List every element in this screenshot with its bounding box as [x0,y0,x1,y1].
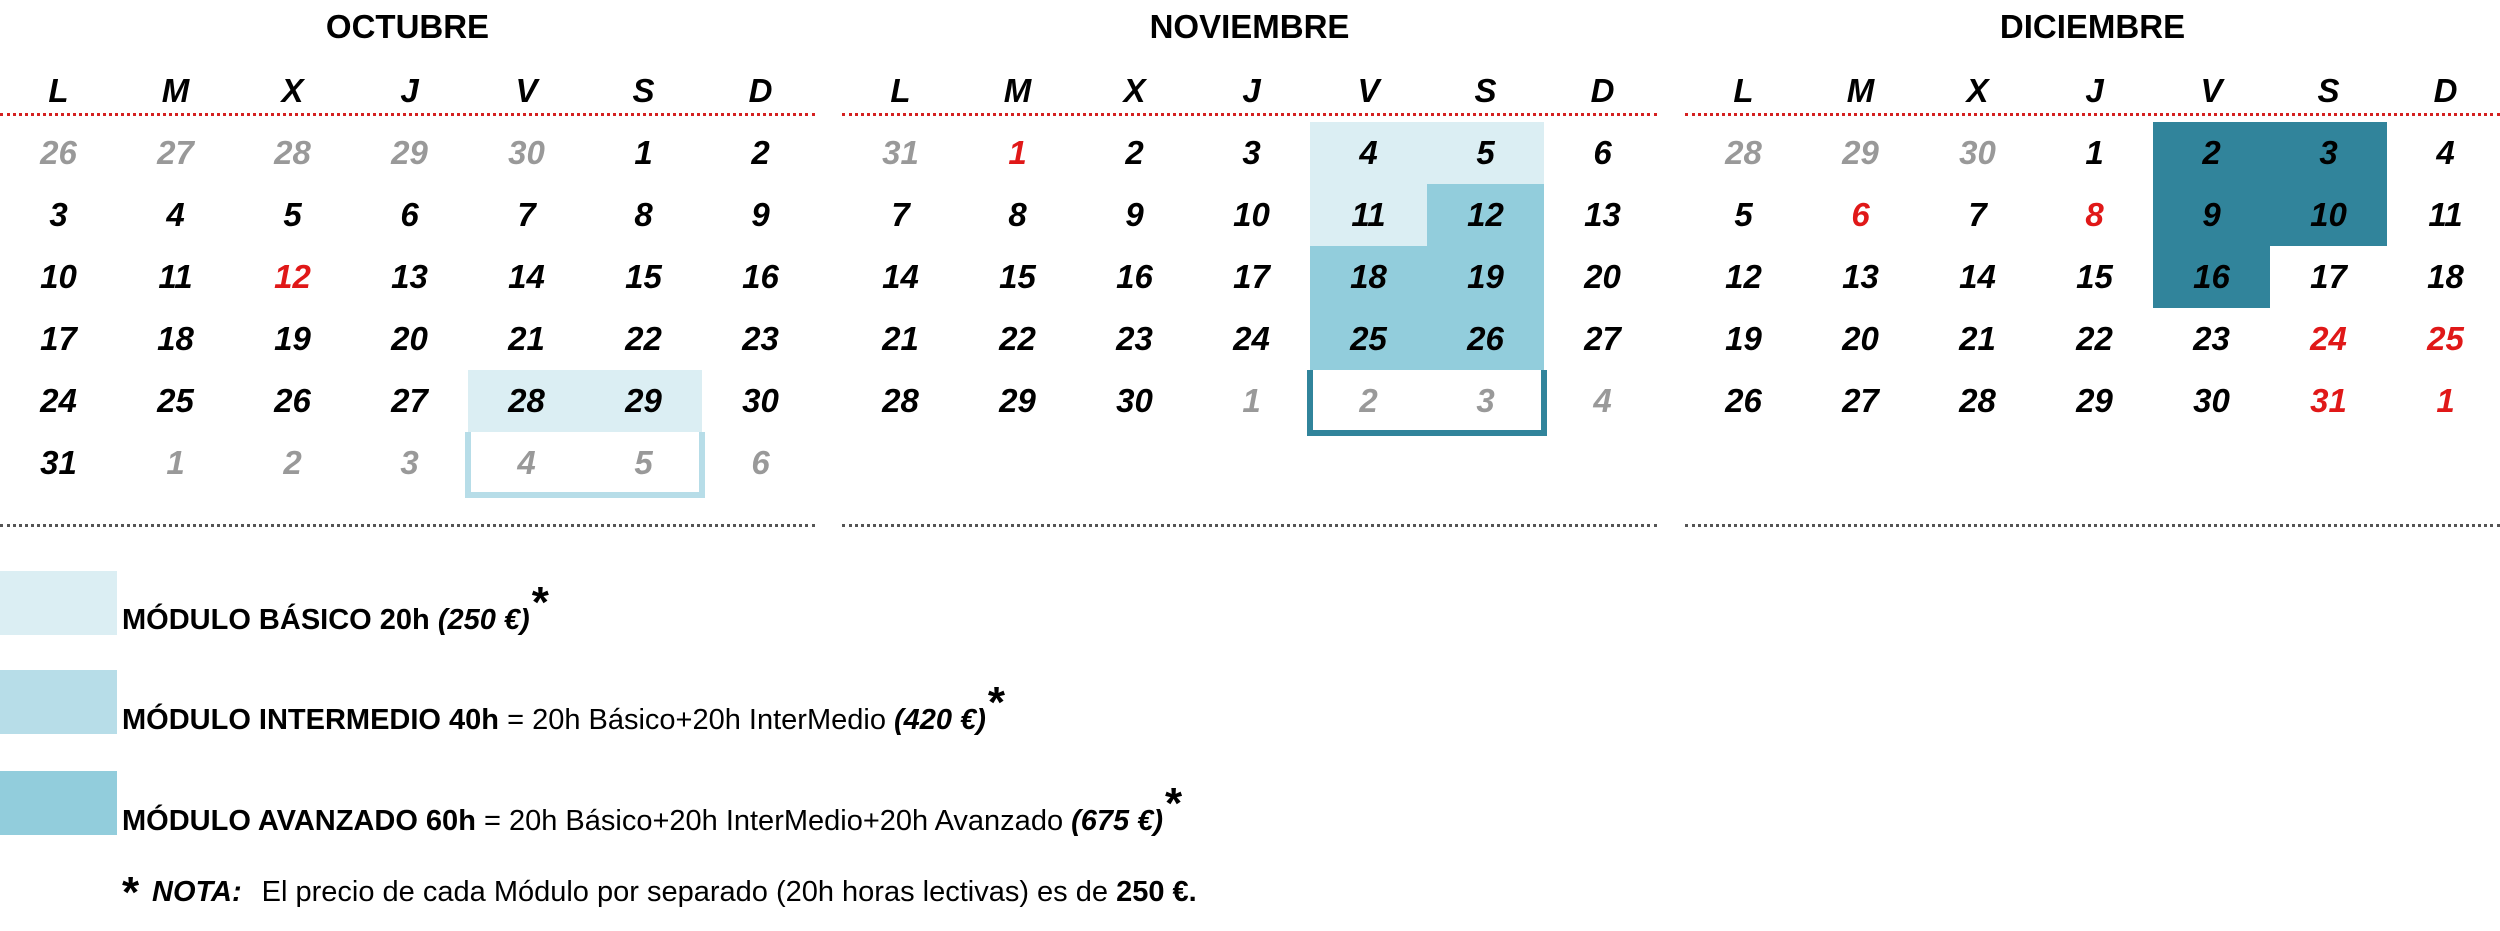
day-number: 1 [2085,134,2104,171]
day-number: 21 [1959,320,1996,357]
day-cell [2036,122,2153,184]
day-cell [1544,370,1661,432]
day-cell [2153,122,2270,184]
day-number: 1 [166,444,185,481]
day-cell [351,432,468,494]
day-number: 28 [882,382,919,419]
day-cell [234,184,351,246]
day-cell [702,122,819,184]
day-cell [2387,246,2500,308]
day-number: 25 [2427,320,2464,357]
day-cell [1919,370,2036,432]
day-number: 23 [742,320,779,357]
day-number: 6 [1593,134,1612,171]
day-number: 3 [1242,134,1261,171]
price-note [122,868,1197,917]
day-number: 4 [517,444,536,481]
day-number: 9 [1125,196,1144,233]
day-cell [1685,370,1802,432]
day-cell [1685,308,1802,370]
day-number: 12 [274,258,311,295]
day-number: 20 [1584,258,1621,295]
day-cell [117,184,234,246]
day-cell [585,122,702,184]
day-cell [2153,184,2270,246]
day-cell [702,308,819,370]
day-cell [2153,308,2270,370]
day-cell [1544,308,1661,370]
day-number: 1 [634,134,653,171]
day-cell [0,184,117,246]
day-number: 7 [517,196,536,233]
weekday-header: V [1357,72,1380,109]
legend-basico [122,578,549,640]
day-cell [351,122,468,184]
day-number: 18 [1350,258,1387,295]
day-number: 24 [2310,320,2347,357]
day-cell [959,184,1076,246]
day-number: 8 [634,196,653,233]
weekday-header: D [1590,72,1615,109]
day-cell [2270,246,2387,308]
weekday-header: S [632,72,655,109]
day-number: 11 [2428,196,2463,233]
day-number: 24 [40,382,77,419]
day-number: 29 [391,134,428,171]
day-number: 6 [751,444,770,481]
day-cell [702,432,819,494]
day-cell [0,308,117,370]
weekday-header: M [161,72,190,109]
day-number: 13 [1842,258,1879,295]
day-cell [117,246,234,308]
day-cell [2387,184,2500,246]
day-cell [702,246,819,308]
month-title: DICIEMBRE [1999,8,2186,45]
day-cell [351,370,468,432]
weekday-header: M [1846,72,1875,109]
day-cell [1802,122,1919,184]
day-cell [234,246,351,308]
day-cell [351,308,468,370]
day-number: 8 [2085,196,2104,233]
day-number: 27 [1584,320,1621,357]
day-number: 28 [1725,134,1762,171]
day-cell [468,246,585,308]
day-cell [0,370,117,432]
day-cell [1427,184,1544,246]
header-divider [0,113,815,116]
day-number: 12 [1467,196,1504,233]
day-number: 26 [40,134,77,171]
weekday-header: D [2433,72,2458,109]
day-cell [1685,184,1802,246]
weekday-header: J [2085,72,2104,109]
weekday-header: X [281,72,304,109]
day-number: 27 [391,382,428,419]
legend-intermedio-detail: = 20h Básico+20h InterMedio [499,704,894,736]
day-cell [117,432,234,494]
day-cell [1802,308,1919,370]
day-cell [842,370,959,432]
day-cell [468,370,585,432]
day-cell [1685,122,1802,184]
weekday-header: M [1003,72,1032,109]
day-number: 2 [1125,134,1144,171]
legend-basico-price: (250 €) [437,604,530,636]
day-number: 28 [508,382,545,419]
day-cell [0,432,117,494]
day-number: 4 [166,196,185,233]
day-cell [234,370,351,432]
day-cell [1919,308,2036,370]
day-number: 30 [508,134,545,171]
day-cell [2387,370,2500,432]
day-cell [1919,122,2036,184]
legend-swatch-avanzado [0,771,117,835]
day-cell [585,184,702,246]
day-cell [234,432,351,494]
day-number: 4 [1359,134,1378,171]
day-number: 5 [283,196,302,233]
day-cell [1427,246,1544,308]
month-divider [1685,524,2500,527]
day-number: 22 [2076,320,2113,357]
day-cell [842,308,959,370]
weekday-header: S [2317,72,2340,109]
weekday-header: X [1966,72,1989,109]
weekday-header: L [1733,72,1754,109]
day-cell [1802,184,1919,246]
day-number: 5 [634,444,653,481]
month-title: OCTUBRE [325,8,490,45]
day-number: 29 [1842,134,1879,171]
header-divider [1685,113,2500,116]
day-cell [1193,370,1310,432]
day-number: 4 [2436,134,2455,171]
day-number: 15 [999,258,1036,295]
day-cell [1544,246,1661,308]
day-cell [2153,246,2270,308]
month-november [842,0,1657,531]
day-number: 13 [1584,196,1621,233]
legend-intermedio [122,678,1006,740]
day-cell [1076,308,1193,370]
day-cell [117,308,234,370]
day-cell [1802,370,1919,432]
day-number: 1 [1242,382,1261,419]
day-number: 18 [2427,258,2464,295]
day-cell [585,370,702,432]
day-number: 2 [751,134,770,171]
day-cell [2036,246,2153,308]
day-number: 3 [2319,134,2338,171]
day-number: 21 [882,320,919,357]
day-number: 2 [2202,134,2221,171]
day-cell [1076,246,1193,308]
legend-swatch-basico [0,571,117,635]
day-number: 20 [391,320,428,357]
day-cell [2387,308,2500,370]
day-number: 14 [1959,258,1996,295]
day-cell [2036,308,2153,370]
day-number: 28 [274,134,311,171]
day-cell [1193,308,1310,370]
day-cell [1427,308,1544,370]
day-cell [2270,184,2387,246]
day-number: 22 [999,320,1036,357]
day-number: 1 [1008,134,1027,171]
day-cell [1544,184,1661,246]
day-number: 6 [400,196,419,233]
legend-swatch-intermedio [0,670,117,734]
day-number: 26 [274,382,311,419]
day-cell [2270,122,2387,184]
weekday-header: L [890,72,911,109]
day-cell [468,122,585,184]
day-cell [351,184,468,246]
day-number: 31 [2310,382,2347,419]
note-label: NOTA: [152,876,242,908]
day-cell [1919,246,2036,308]
month-december [1685,0,2500,531]
day-cell [702,370,819,432]
day-number: 14 [882,258,919,295]
legend-intermedio-price: (420 €) [894,704,986,736]
note-text: El precio de cada Módulo por separado (20h horas lectivas) es de [261,876,1117,908]
weekday-header: X [1123,72,1146,109]
day-number: 5 [1476,134,1495,171]
day-cell [585,308,702,370]
day-number: 28 [1959,382,1996,419]
day-cell [1802,246,1919,308]
day-number: 10 [1233,196,1270,233]
day-number: 17 [1233,258,1270,295]
day-number: 18 [157,320,194,357]
day-cell [1310,246,1427,308]
day-cell [0,246,117,308]
legend-avanzado-name: MÓDULO AVANZADO 60h [122,805,476,837]
asterisk-mark: * [122,868,140,917]
asterisk-mark: * [1165,779,1183,828]
day-number: 20 [1842,320,1879,357]
day-cell [1193,184,1310,246]
day-number: 25 [157,382,194,419]
day-number: 31 [40,444,77,481]
day-cell [1310,122,1427,184]
weekday-header: L [48,72,69,109]
day-cell [1685,246,1802,308]
day-cell [2270,308,2387,370]
day-number: 7 [1968,196,1987,233]
day-number: 3 [400,444,419,481]
month-divider [0,524,815,527]
day-number: 21 [508,320,545,357]
day-cell [117,122,234,184]
weekday-header: S [1474,72,1497,109]
day-number: 12 [1725,258,1762,295]
day-cell [2036,184,2153,246]
day-number: 10 [2310,196,2347,233]
day-cell [1076,184,1193,246]
day-number: 29 [625,382,662,419]
day-number: 9 [751,196,770,233]
day-number: 27 [157,134,194,171]
day-cell [468,184,585,246]
legend-avanzado-detail: = 20h Básico+20h InterMedio+20h Avanzado [475,805,1072,837]
day-number: 29 [999,382,1036,419]
session-bracket [1307,370,1547,436]
day-number: 16 [1116,258,1153,295]
asterisk-mark: * [987,678,1006,727]
day-cell [1544,122,1661,184]
day-cell [959,308,1076,370]
day-cell [351,246,468,308]
day-number: 27 [1842,382,1879,419]
day-number: 19 [1467,258,1504,295]
day-number: 24 [1233,320,1270,357]
day-number: 7 [891,196,910,233]
header-divider [842,113,1657,116]
day-number: 29 [2076,382,2113,419]
day-number: 1 [2436,382,2455,419]
day-number: 19 [1725,320,1762,357]
day-cell [2036,370,2153,432]
day-cell [1310,308,1427,370]
day-number: 9 [2202,196,2221,233]
day-cell [234,308,351,370]
day-number: 17 [2310,258,2347,295]
day-number: 26 [1725,382,1762,419]
day-cell [2387,122,2500,184]
day-number: 16 [742,258,779,295]
day-number: 6 [1851,196,1870,233]
day-number: 23 [2193,320,2230,357]
day-number: 13 [391,258,428,295]
day-cell [585,246,702,308]
day-cell [1076,122,1193,184]
day-cell [2270,370,2387,432]
day-number: 8 [1008,196,1027,233]
month-divider [842,524,1657,527]
day-number: 30 [1116,382,1153,419]
day-number: 26 [1467,320,1504,357]
weekday-header: V [2200,72,2223,109]
weekday-header: D [748,72,773,109]
day-number: 23 [1116,320,1153,357]
day-cell [959,246,1076,308]
legend-avanzado [122,779,1183,841]
month-october [0,0,815,531]
month-title: NOVIEMBRE [1149,8,1350,45]
day-number: 4 [1593,382,1612,419]
day-number: 31 [882,134,919,171]
day-cell [842,184,959,246]
day-number: 3 [1476,382,1495,419]
note-amount: 250 €. [1116,876,1197,908]
legend-intermedio-name: MÓDULO INTERMEDIO 40h [122,704,500,736]
day-number: 14 [508,258,545,295]
day-cell [1193,246,1310,308]
day-number: 5 [1734,196,1753,233]
day-number: 30 [742,382,779,419]
asterisk-mark: * [531,578,549,627]
day-cell [702,184,819,246]
session-bracket [465,432,705,498]
day-cell [1193,122,1310,184]
day-cell [0,122,117,184]
day-number: 15 [625,258,662,295]
day-number: 11 [1351,196,1386,233]
day-number: 25 [1350,320,1387,357]
day-number: 16 [2193,258,2230,295]
weekday-header: J [1242,72,1261,109]
day-cell [842,246,959,308]
legend-basico-name: MÓDULO BÁSICO 20h [122,604,430,636]
day-number: 3 [49,196,68,233]
day-number: 10 [40,258,77,295]
day-number: 30 [1959,134,1996,171]
day-number: 15 [2076,258,2113,295]
day-number: 11 [158,258,193,295]
day-cell [1310,184,1427,246]
day-cell [1427,122,1544,184]
day-number: 22 [625,320,662,357]
day-number: 30 [2193,382,2230,419]
day-cell [1919,184,2036,246]
weekday-header: V [515,72,538,109]
day-number: 2 [283,444,302,481]
weekday-header: J [400,72,419,109]
day-number: 19 [274,320,311,357]
day-cell [468,308,585,370]
day-cell [1076,370,1193,432]
day-cell [959,122,1076,184]
day-cell [842,122,959,184]
day-cell [117,370,234,432]
day-cell [2153,370,2270,432]
day-number: 2 [1359,382,1378,419]
day-number: 17 [40,320,77,357]
day-cell [234,122,351,184]
day-cell [959,370,1076,432]
legend-avanzado-price: (675 €) [1071,805,1164,837]
